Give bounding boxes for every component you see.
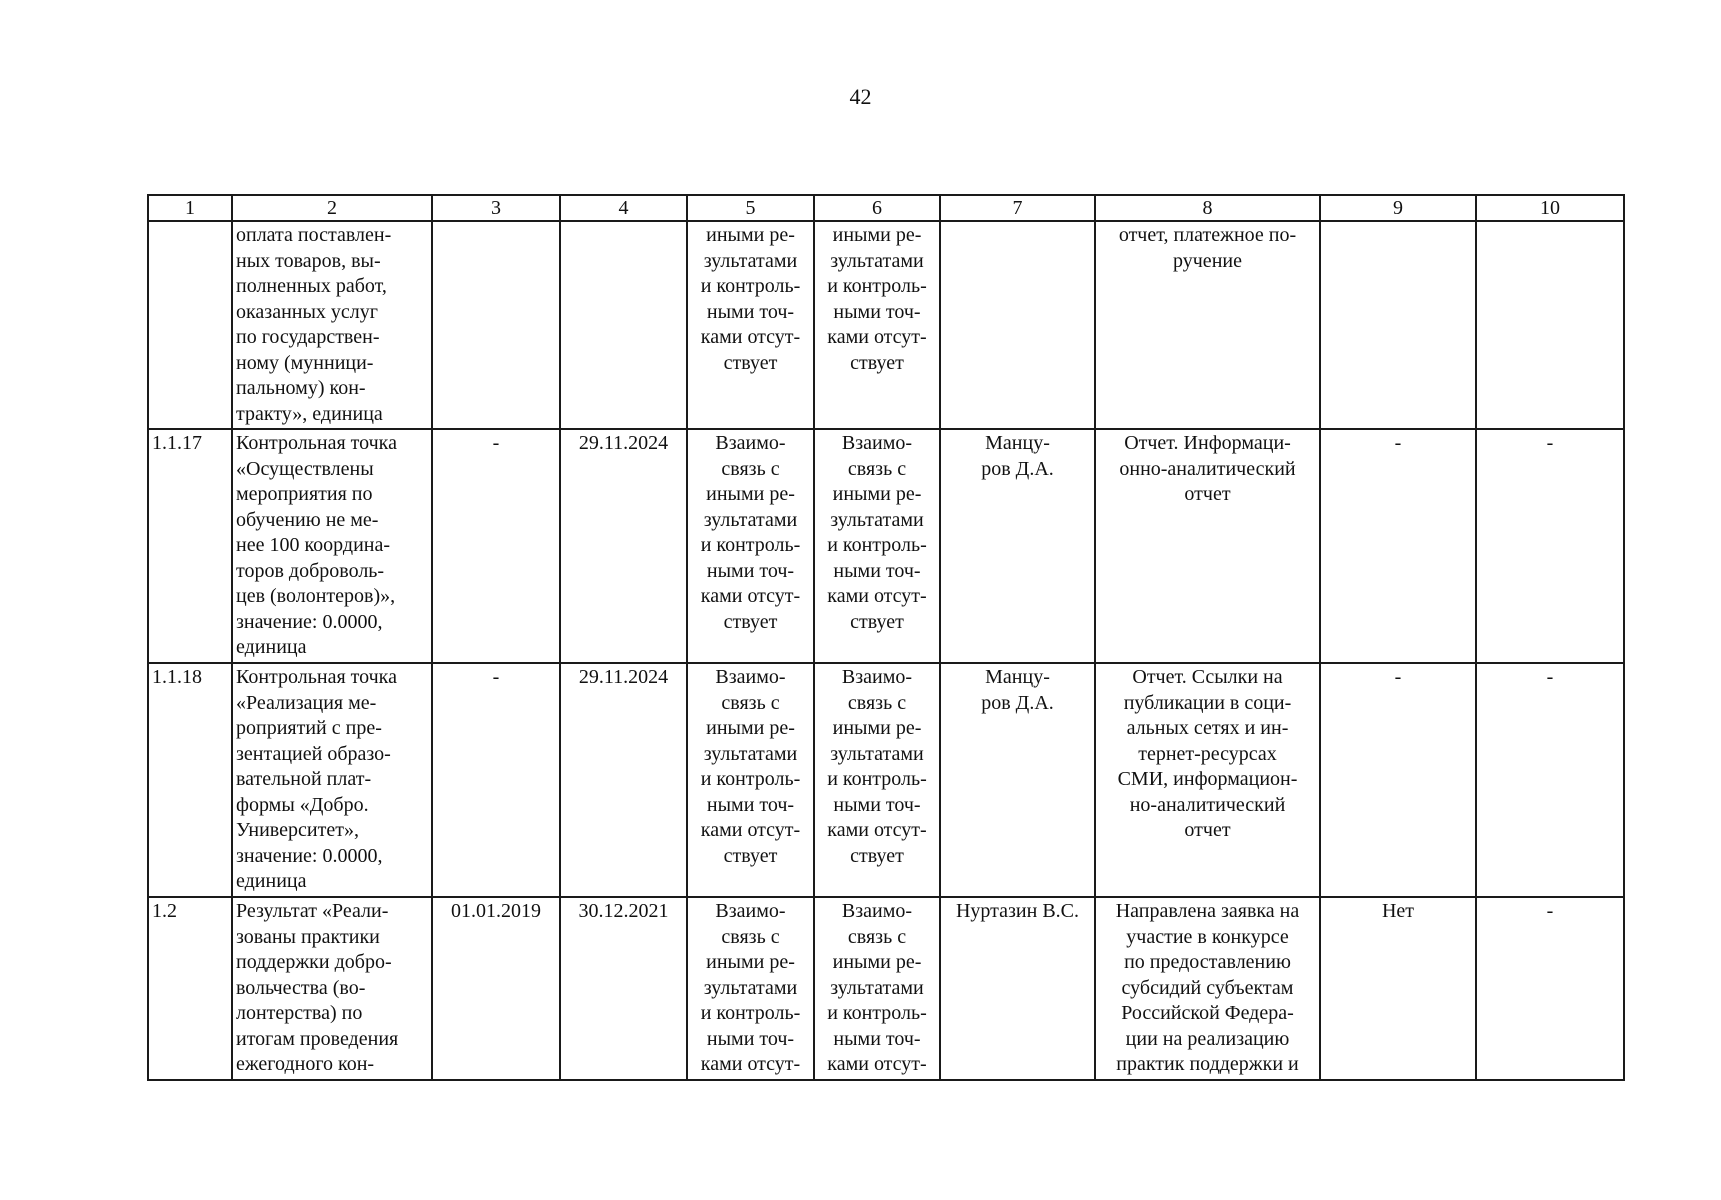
row-number-cell: 1.2 <box>148 897 232 1080</box>
end-date-cell: 29.11.2024 <box>560 663 687 897</box>
responsible-cell: Манцу- ров Д.А. <box>940 663 1095 897</box>
successor-cell: Взаимо- связь с иными ре- зультатами и контроль- ными точ- ками отсут- ствует <box>814 663 940 897</box>
name-cell: Контрольная точка «Осуществлены мероприятия по обучению не ме- нее 100 координа- торов доброволь- цев (волонтеров)», значение: 0.0000, единица <box>232 429 432 663</box>
col10-cell: - <box>1476 897 1624 1080</box>
header-row <box>148 195 1624 221</box>
start-date-cell: - <box>432 429 560 663</box>
responsible-cell <box>940 221 1095 429</box>
start-date-cell <box>432 221 560 429</box>
table-row <box>148 429 1624 663</box>
end-date-cell <box>560 221 687 429</box>
header-cell: 8 <box>1095 195 1320 221</box>
col10-cell <box>1476 221 1624 429</box>
predecessor-cell: Взаимо- связь с иными ре- зультатами и контроль- ными точ- ками отсут- ствует <box>687 663 814 897</box>
row-number-cell: 1.1.17 <box>148 429 232 663</box>
header-cell: 3 <box>432 195 560 221</box>
name-cell: Результат «Реали- зованы практики поддержки добро- вольчества (во- лонтерства) по итогам проведения ежегодного кон- <box>232 897 432 1080</box>
table-row <box>148 221 1624 429</box>
successor-cell: Взаимо- связь с иными ре- зультатами и контроль- ными точ- ками отсут- <box>814 897 940 1080</box>
name-cell: оплата поставлен- ных товаров, вы- полненных работ, оказанных услуг по государствен- ному (мунници- пальному) кон- тракту», единица <box>232 221 432 429</box>
start-date-cell: 01.01.2019 <box>432 897 560 1080</box>
col9-cell: - <box>1320 429 1476 663</box>
col10-cell: - <box>1476 663 1624 897</box>
predecessor-cell: Взаимо- связь с иными ре- зультатами и контроль- ными точ- ками отсут- ствует <box>687 429 814 663</box>
document-cell: Направлена заявка на участие в конкурсе по предоставлению субсидий субъектам Российской Федера- ции на реализацию практик поддержки и <box>1095 897 1320 1080</box>
header-cell: 7 <box>940 195 1095 221</box>
page-number: 42 <box>849 84 872 109</box>
table-row <box>148 897 1624 1080</box>
header-cell: 6 <box>814 195 940 221</box>
row-number-cell: 1.1.18 <box>148 663 232 897</box>
responsible-cell: Манцу- ров Д.А. <box>940 429 1095 663</box>
header-cell: 5 <box>687 195 814 221</box>
responsible-cell: Нуртазин В.С. <box>940 897 1095 1080</box>
end-date-cell: 29.11.2024 <box>560 429 687 663</box>
header-cell: 10 <box>1476 195 1624 221</box>
start-date-cell: - <box>432 663 560 897</box>
header-cell: 1 <box>148 195 232 221</box>
document-cell: отчет, платежное по- ручение <box>1095 221 1320 429</box>
document-cell: Отчет. Информаци- онно-аналитический отчет <box>1095 429 1320 663</box>
table-row <box>148 663 1624 897</box>
col10-cell: - <box>1476 429 1624 663</box>
row-number-cell <box>148 221 232 429</box>
successor-cell: иными ре- зультатами и контроль- ными точ- ками отсут- ствует <box>814 221 940 429</box>
predecessor-cell: иными ре- зультатами и контроль- ными точ- ками отсут- ствует <box>687 221 814 429</box>
col9-cell <box>1320 221 1476 429</box>
plan-table <box>147 194 1625 1081</box>
successor-cell: Взаимо- связь с иными ре- зультатами и контроль- ными точ- ками отсут- ствует <box>814 429 940 663</box>
header-cell: 9 <box>1320 195 1476 221</box>
header-cell: 4 <box>560 195 687 221</box>
end-date-cell: 30.12.2021 <box>560 897 687 1080</box>
col9-cell: Нет <box>1320 897 1476 1080</box>
document-cell: Отчет. Ссылки на публикации в соци- альных сетях и ин- тернет-ресурсах СМИ, информацион- но-аналитический отчет <box>1095 663 1320 897</box>
predecessor-cell: Взаимо- связь с иными ре- зультатами и контроль- ными точ- ками отсут- <box>687 897 814 1080</box>
col9-cell: - <box>1320 663 1476 897</box>
header-cell: 2 <box>232 195 432 221</box>
name-cell: Контрольная точка «Реализация ме- роприятий с пре- зентацией образо- вательной плат- формы «Добро. Университет», значение: 0.0000, единица <box>232 663 432 897</box>
